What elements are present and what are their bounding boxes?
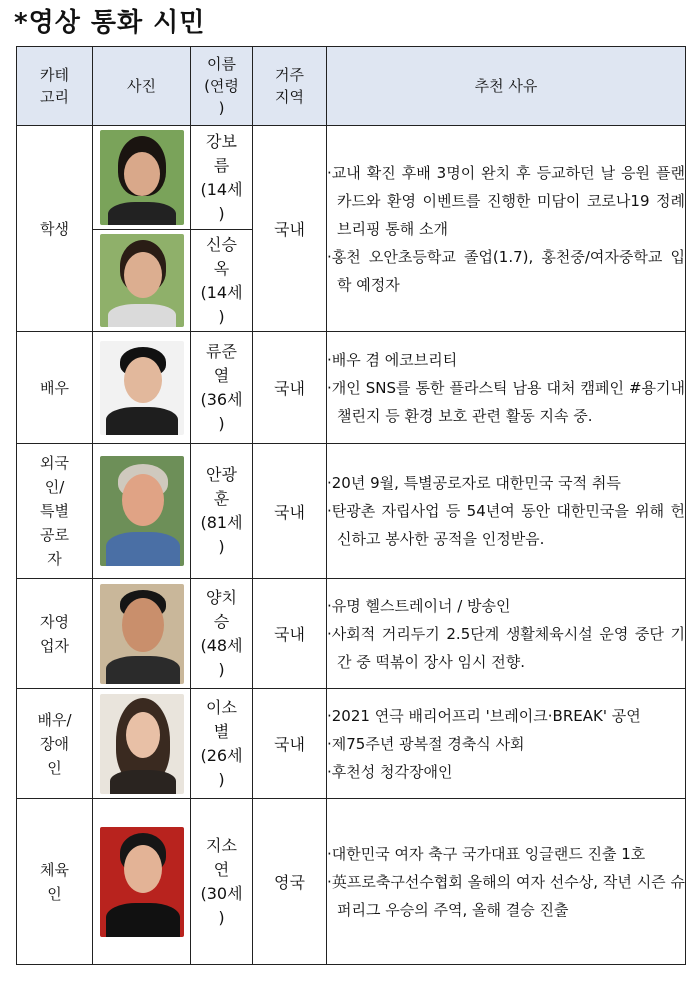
woman-portrait-icon [100, 827, 184, 937]
reason-item: ·후천성 청각장애인 [327, 762, 453, 781]
reason-item: ·제75주년 광복절 경축식 사회 [327, 734, 525, 753]
region-cell: 국내 [253, 689, 327, 799]
header-category: 카테 고리 [17, 47, 93, 126]
reason-item: ·英프로축구선수협회 올해의 여자 선수상, 작년 시즌 슈퍼리그 우승의 주역, 올해 결승 진출 [327, 872, 685, 919]
photo-cell [93, 689, 191, 799]
reason-cell [327, 332, 686, 444]
table-row [17, 579, 686, 689]
name-cell: 안광 훈 (81세 ) [191, 444, 253, 579]
region-cell: 국내 [253, 444, 327, 579]
photo-cell [93, 799, 191, 965]
reason-item: ·홍천 오안초등학교 졸업(1.7), 홍천중/여자중학교 입학 예정자 [327, 247, 685, 294]
reason-cell [327, 444, 686, 579]
reason-item: ·유명 헬스트레이너 / 방송인 [327, 596, 511, 615]
name-cell: 이소 별 (26세 ) [191, 689, 253, 799]
category-cell: 배우 [17, 332, 93, 444]
citizen-table [16, 46, 686, 965]
woman-portrait-icon [100, 694, 184, 794]
reason-item: ·20년 9월, 특별공로자로 대한민국 국적 취득 [327, 474, 621, 492]
reason-item: ·교내 확진 후배 3명이 완치 후 등교하던 날 응원 플랜카드와 환영 이벤트를 진행한 미담이 코로나19 정례브리핑 통해 소개 [327, 163, 685, 238]
name-cell: 강보 름 (14세 ) [191, 126, 253, 230]
category-cell: 자영 업자 [17, 579, 93, 689]
name-cell: 지소 연 (30세 ) [191, 799, 253, 965]
category-cell: 배우/ 장애 인 [17, 689, 93, 799]
reason-cell [327, 579, 686, 689]
region-cell: 국내 [253, 579, 327, 689]
category-cell: 체육 인 [17, 799, 93, 965]
page-title: *영상 통화 시민 [14, 8, 206, 38]
name-cell: 신승 옥 (14세 ) [191, 230, 253, 332]
header-reason: 추천 사유 [327, 47, 686, 126]
header-name: 이름 (연령 ) [191, 47, 253, 126]
reason-item: ·배우 겸 에코브리티 [327, 350, 458, 369]
photo-cell [93, 579, 191, 689]
reason-cell [327, 799, 686, 965]
name-cell: 류준 열 (36세 ) [191, 332, 253, 444]
reason-item: ·개인 SNS를 통한 플라스틱 남용 대처 캠페인 #용기내 챌린지 등 환경 보호 관련 활동 지속 중. [327, 378, 685, 425]
man-portrait-icon [100, 584, 184, 684]
reason-cell [327, 126, 686, 332]
reason-item: ·탄광촌 자립사업 등 54년여 동안 대한민국을 위해 헌신하고 봉사한 공적을 인정받음. [327, 502, 685, 548]
table-row [17, 689, 686, 799]
photo-cell [93, 230, 191, 332]
name-cell: 양치 승 (48세 ) [191, 579, 253, 689]
category-cell: 학생 [17, 126, 93, 332]
table-row [17, 444, 686, 579]
table-row [17, 799, 686, 965]
reason-item: ·2021 연극 배리어프리 '브레이크·BREAK' 공연 [327, 706, 641, 725]
girl-portrait-icon [100, 234, 184, 327]
header-region: 거주 지역 [253, 47, 327, 126]
table-row [17, 332, 686, 444]
category-cell: 외국 인/ 특별 공로 자 [17, 444, 93, 579]
reason-item: ·사회적 거리두기 2.5단계 생활체육시설 운영 중단 기간 중 떡볶이 장사 임시 전향. [327, 624, 685, 671]
man-portrait-icon [100, 341, 184, 435]
photo-cell [93, 126, 191, 230]
header-photo: 사진 [93, 47, 191, 126]
reason-item: ·대한민국 여자 축구 국가대표 잉글랜드 진출 1호 [327, 844, 646, 863]
photo-cell [93, 444, 191, 579]
elderly-man-portrait-icon [100, 456, 184, 566]
region-cell: 국내 [253, 332, 327, 444]
photo-cell [93, 332, 191, 444]
table-row [17, 126, 686, 230]
region-cell: 국내 [253, 126, 327, 332]
header-row [17, 47, 686, 126]
girl-portrait-icon [100, 130, 184, 225]
reason-cell [327, 689, 686, 799]
region-cell: 영국 [253, 799, 327, 965]
